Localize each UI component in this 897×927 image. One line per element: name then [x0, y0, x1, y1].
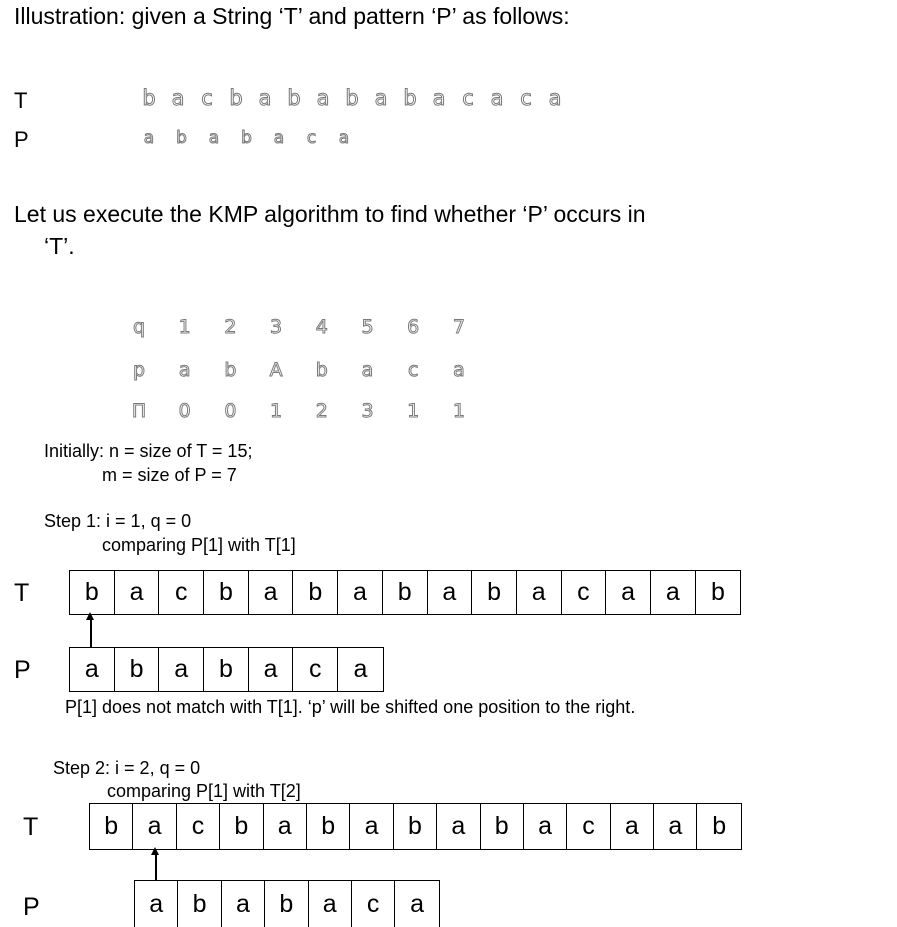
step1-text-cell: b	[383, 571, 428, 614]
step2-pattern-cell: a	[135, 881, 178, 927]
prefix-table-cell: 1	[178, 316, 191, 338]
step2-pattern-cell: b	[265, 881, 308, 927]
step2-subtitle: comparing P[1] with T[2]	[107, 781, 301, 801]
step2-text-array	[89, 803, 742, 850]
step1-p-label: P	[14, 656, 31, 684]
intro-p-char: a	[338, 128, 350, 148]
intro-p-char: a	[273, 128, 285, 148]
step1-title: Step 1: i = 1, q = 0	[44, 511, 192, 531]
intro-t-char: c	[462, 86, 474, 110]
step2-text-cell: a	[350, 804, 393, 849]
prefix-table-cell: Π	[131, 400, 147, 422]
step1-pattern-cell: a	[70, 648, 115, 691]
step1-text-cell: c	[562, 571, 607, 614]
step2-text-cell: a	[133, 804, 176, 849]
step1-text-cell: a	[249, 571, 294, 614]
prefix-table-cell: p	[132, 359, 146, 381]
intro-title: Illustration: given a String ‘T’ and pattern ‘P’ as follows:	[14, 3, 570, 29]
init-line1: Initially: n = size of T = 15;	[44, 441, 253, 461]
prefix-table-cell: q	[132, 316, 146, 338]
step1-pattern-cell: c	[293, 648, 338, 691]
intro-t-char: a	[548, 86, 562, 110]
step1-text-cell: a	[115, 571, 160, 614]
intro-t-char: a	[490, 86, 504, 110]
intro-t-char: b	[403, 86, 417, 110]
step1-text-cell: a	[338, 571, 383, 614]
step2-text-cell: a	[264, 804, 307, 849]
step1-pattern-array	[69, 647, 384, 692]
step1-text-cell: a	[428, 571, 473, 614]
prefix-table-cell: b	[315, 359, 328, 381]
prefix-table-cell: 2	[315, 400, 328, 422]
step2-text-cell: a	[524, 804, 567, 849]
step1-pattern-cell: b	[115, 648, 160, 691]
step1-text-cell: a	[651, 571, 696, 614]
intro-p-char: c	[306, 128, 317, 148]
step1-text-cell: b	[293, 571, 338, 614]
prefix-table-cell: 0	[178, 400, 191, 422]
intro-t-char: b	[142, 86, 156, 110]
step2-text-cell: a	[611, 804, 654, 849]
step1-note: P[1] does not match with T[1]. ‘p’ will be shifted one position to the right.	[65, 697, 636, 717]
intro-t-char: b	[229, 86, 243, 110]
step2-text-cell: b	[481, 804, 524, 849]
step2-pattern-array	[134, 880, 440, 927]
prefix-table-cell: 1	[270, 400, 283, 422]
intro-t-char: c	[520, 86, 532, 110]
step1-text-cell: c	[159, 571, 204, 614]
intro-p-char: a	[208, 128, 220, 148]
prefix-table-cell: 3	[270, 316, 283, 338]
step2-text-cell: b	[90, 804, 133, 849]
step2-text-cell: c	[567, 804, 610, 849]
prefix-table-cell: 1	[407, 400, 420, 422]
prefix-table-cell: 5	[361, 316, 374, 338]
intro-t-char: a	[316, 86, 330, 110]
intro-p-char: b	[241, 128, 252, 148]
step2-text-cell: b	[220, 804, 263, 849]
intro-t-char: b	[345, 86, 359, 110]
prefix-table-cell: 2	[224, 316, 237, 338]
prefix-table-cell: 3	[361, 400, 374, 422]
step1-text-cell: b	[711, 578, 725, 606]
step2-title: Step 2: i = 2, q = 0	[53, 758, 201, 778]
step2-text-cell: b	[712, 812, 727, 840]
step1-text-cell: b	[204, 571, 249, 614]
step2-pattern-cell: a	[309, 881, 352, 927]
step2-t-label: T	[23, 813, 39, 841]
step2-text-cell: b	[394, 804, 437, 849]
step2-pattern-cell: c	[352, 881, 395, 927]
step1-t-label: T	[14, 579, 30, 607]
prefix-table-cell: A	[269, 359, 283, 381]
intro-p-label: P	[14, 127, 29, 152]
step1-subtitle: comparing P[1] with T[1]	[102, 535, 296, 555]
kmp-statement-line2: ‘T’.	[44, 233, 75, 259]
step1-text-array	[69, 570, 741, 615]
intro-p-char: b	[176, 128, 187, 148]
intro-t-char: b	[287, 86, 301, 110]
prefix-table-cell: 1	[452, 400, 465, 422]
step2-text-cell: a	[654, 804, 697, 849]
step1-pattern-cell: b	[204, 648, 249, 691]
prefix-table-cell: b	[224, 359, 237, 381]
intro-t-char: a	[374, 86, 388, 110]
step1-compare-arrow	[90, 618, 92, 648]
prefix-table-cell: a	[178, 359, 191, 381]
step2-text-cell: a	[437, 804, 480, 849]
intro-t-char: a	[258, 86, 272, 110]
prefix-table-cell: 0	[224, 400, 237, 422]
step2-pattern-cell: a	[222, 881, 265, 927]
step1-pattern-cell: a	[159, 648, 204, 691]
intro-t-char: a	[432, 86, 446, 110]
intro-t-label: T	[14, 88, 28, 113]
prefix-table-cell: 4	[315, 316, 328, 338]
step2-p-label: P	[23, 893, 40, 921]
step1-text-cell: a	[517, 571, 562, 614]
step2-text-cell: c	[177, 804, 220, 849]
step2-pattern-cell: b	[178, 881, 221, 927]
step2-text-cell: b	[307, 804, 350, 849]
kmp-statement-line1: Let us execute the KMP algorithm to find whether ‘P’ occurs in	[14, 201, 646, 227]
intro-t-char: c	[201, 86, 213, 110]
prefix-table-cell: 6	[407, 316, 420, 338]
step1-pattern-cell: a	[249, 648, 294, 691]
prefix-table-cell: a	[453, 359, 465, 381]
step2-pattern-cell: a	[410, 889, 424, 918]
prefix-table-cell: 7	[452, 316, 465, 338]
intro-t-char: a	[171, 86, 185, 110]
step1-text-cell: b	[70, 571, 115, 614]
step2-compare-arrow	[155, 853, 157, 881]
prefix-table-cell: c	[407, 359, 419, 381]
step1-text-cell: a	[606, 571, 651, 614]
step1-text-cell: b	[472, 571, 517, 614]
init-line2: m = size of P = 7	[102, 465, 237, 485]
prefix-table-cell: a	[361, 359, 374, 381]
step1-pattern-cell: a	[353, 655, 368, 683]
intro-p-char: a	[143, 128, 155, 148]
